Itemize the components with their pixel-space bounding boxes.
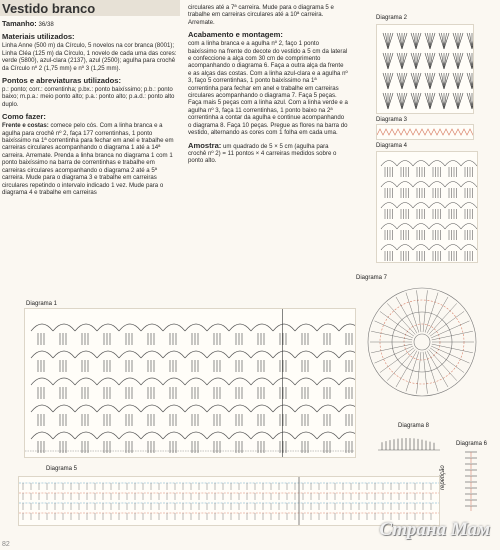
finish-heading: Acabamento e montagem: (188, 30, 283, 40)
left-column (2, 20, 180, 200)
watermark-text: Страна Мам (379, 519, 490, 540)
diagram-2-label: Diagrama 2 (376, 15, 408, 21)
materials-text: Linha Anne (500 m) da Círculo, 5 novelos na cor branca (8001); Linha Cléa (125 m) da Círculo, 1 novelo de cada uma das cores: verde (5800), azul-clara (2137), azul (2500); agulha para crochê da Círculo nº 2 (1,75 mm) e nº 3 (1,25 mm). (2, 42, 177, 72)
diagram-6 (460, 450, 482, 512)
diagram-3 (376, 124, 474, 140)
diagram-8-chart (376, 432, 442, 456)
middle-intro-text: circulares até a 7ª carreira. Mude para o diagrama 5 e trabalhe em carreiras circulares até a 10ª carreira. Arremate. (188, 4, 334, 26)
diagram-5 (18, 476, 440, 526)
finish-text: com a linha branca e a agulha nº 2, faço 1 ponto baixíssimo na frente do decote do vestido a 5 cm da lateral e confeccione a alça com 30 cm de comprimento acompanhando o diagrama 6. Faça a outra alça da frente e as alças das costas. Com a linha azul-clara e a agulha nº 3, faço 5 correntinhas, 1 ponto baixíssimo na 1ª correntinha para fechar em anel e trabalhe em carreiras circulares acompanhando o diagrama 7. Faça 5 peças. Faça mais 5 peças com a linha azul. Com a linha verde e a agulha nº 3, faça 11 correntinhas, 1 ponto baixo na 2ª correntinha a contar da agulha e continue acompanhando o diagrama 8. Faça 10 peças. Pregue as flores na barra do vestido, alternando as cores com 1 folha em cada uma. (188, 40, 348, 137)
sample-text: um quadrado de 5 × 5 cm (agulha para crochê nº 2) = 11 pontos × 4 carreiras medidos sobre o ponto alto. (188, 142, 337, 165)
points-text: p.: ponto; corr.: correntinha; p.bx.: ponto baixíssimo; p.b.: ponto baixo; m.p.a.: meio ponto alto; p.a.: ponto alto; p.a.d.: ponto alto duplo. (2, 86, 175, 108)
diagram-3-label: Diagrama 3 (376, 117, 408, 123)
diagram-5-chart (19, 477, 439, 525)
diagram-3-chart (377, 125, 473, 139)
middle-column (188, 4, 348, 169)
points-heading: Pontos e abreviaturas utilizados: (2, 76, 121, 86)
materials-heading: Materiais utilizados: (2, 32, 75, 42)
how-heading: Como fazer: (2, 112, 46, 122)
page-number: 82 (2, 541, 10, 548)
diagram-1-label: Diagrama 1 (26, 301, 58, 307)
diagram-8 (376, 432, 442, 456)
diagram-7 (362, 282, 482, 402)
diagram-2 (376, 24, 474, 114)
diagram-1 (24, 308, 356, 458)
diagram-2-chart (377, 25, 473, 113)
size-label: Tamanho: (2, 19, 37, 28)
how-text: comece pelo cós. Com a linha branca e a agulha para crochê nº 2, faça 177 correntinhas, 1 ponto baixíssimo na 1ª correntinha para fechar em anel e trabalhe em carreiras circulares acompanhando o diagrama 1 até a 14ª carreira. Arremate. Prenda a linha branca no diagrama 1 com 1 ponto baixíssimo na barra de correntinhas e trabalhe em carreiras circulares acompanhando o diagrama 2 até a 5ª carreira. Mude para o diagrama 3 e trabalhe em carreiras circulares repetindo o intervalo indicado 1 vez. Mude para o diagrama 4 e trabalhe em carreiras (2, 122, 174, 196)
diagram-6-chart (460, 450, 482, 512)
diagram-4-label: Diagrama 4 (376, 143, 408, 149)
page-title: Vestido branco (2, 1, 96, 16)
diagram-4-chart (377, 152, 477, 262)
how-lead: Frente e costas: (2, 122, 49, 130)
diagram-7-label: Diagrama 7 (356, 275, 388, 281)
diagram-7-chart (362, 282, 482, 402)
diagram-5-label: Diagrama 5 (46, 466, 78, 472)
diagram-6-repeat-label: repetição (440, 465, 446, 490)
diagram-1-chart (25, 309, 355, 457)
size-value: 36/38 (38, 21, 54, 28)
diagram-8-label: Diagrama 8 (398, 423, 430, 429)
sample-heading: Amostra: (188, 140, 222, 150)
diagram-6-label: Diagrama 6 (456, 441, 488, 447)
diagram-4 (376, 151, 478, 263)
